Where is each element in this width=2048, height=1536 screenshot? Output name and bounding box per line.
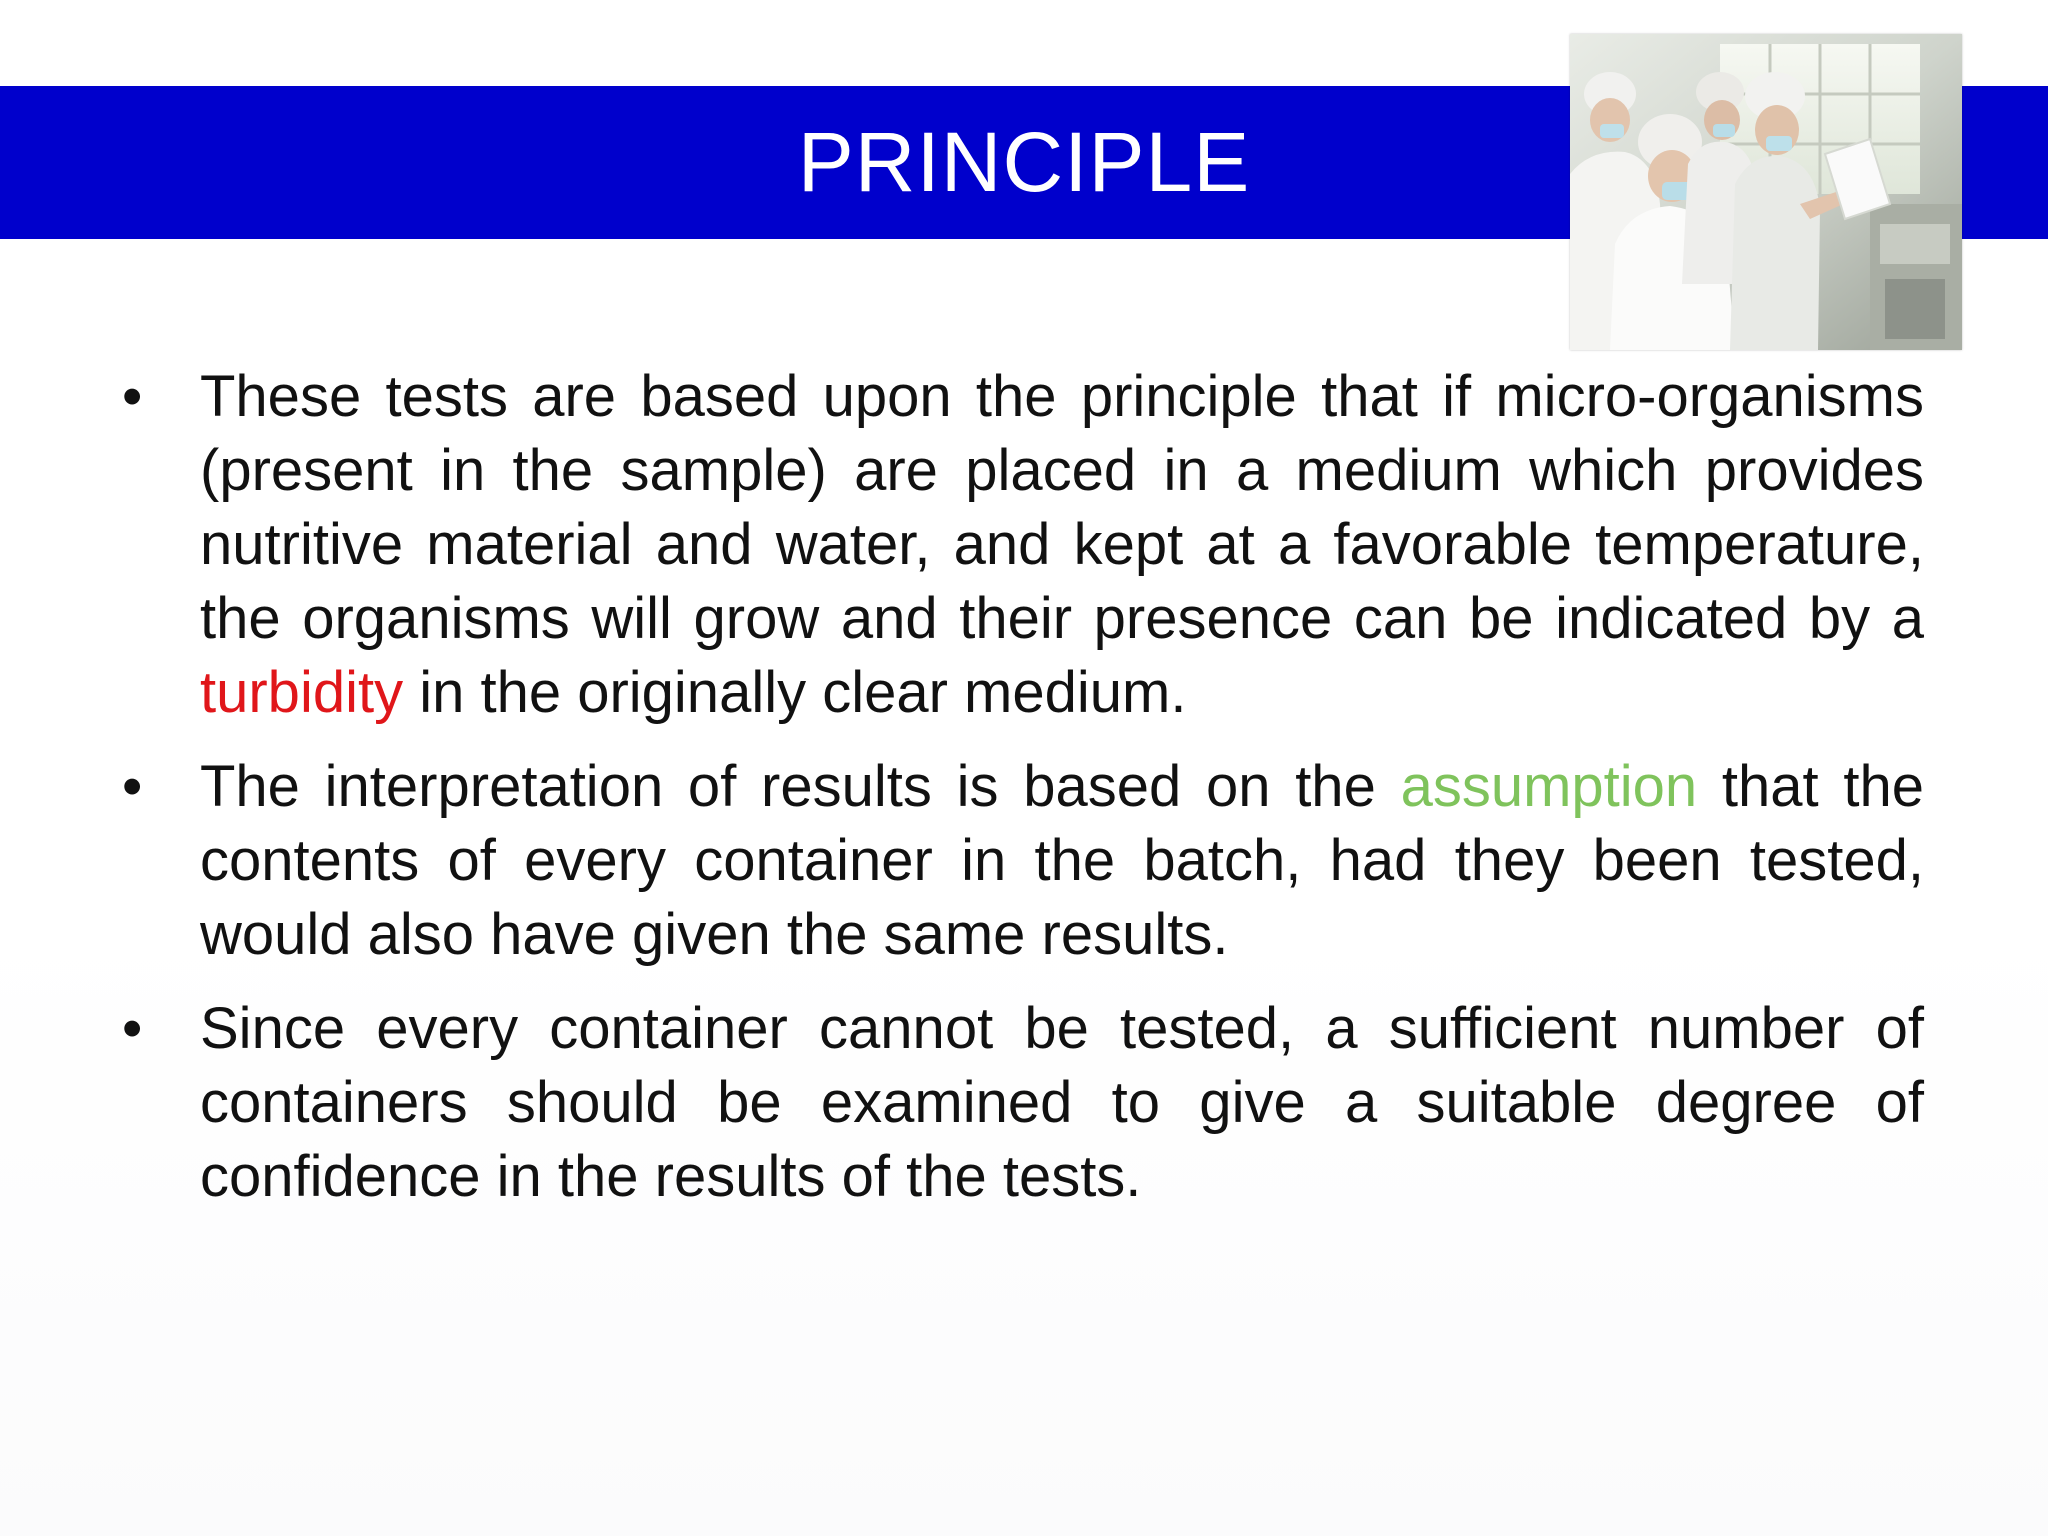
bullet-text: that the contents of every container in the batch, had they been tested, would also have given the same results. xyxy=(200,754,1924,967)
bullet-item xyxy=(120,750,1924,972)
bullet-item xyxy=(120,360,1924,730)
bullet-glyph: • xyxy=(122,754,143,819)
lab-workers-photo xyxy=(1570,34,1962,350)
bullet-text: The interpretation of results is based on the xyxy=(200,754,1401,819)
bullet-text: Since every container cannot be tested, a sufficient number of containers should be examined to give a suitable degree of confidence in the results of the tests. xyxy=(200,996,1924,1209)
bullet-glyph: • xyxy=(122,996,143,1061)
lab-workers-illustration xyxy=(1570,34,1962,350)
bullet-list xyxy=(120,360,1924,1234)
slide-title: PRINCIPLE xyxy=(797,115,1251,209)
bullet-text: in the originally clear medium. xyxy=(403,660,1187,725)
highlight-turbidity: turbidity xyxy=(200,660,404,725)
highlight-assumption: assumption xyxy=(1400,754,1698,819)
bullet-glyph: • xyxy=(122,364,143,429)
bullet-text: These tests are based upon the principle that if micro-organisms (present in the sample) are placed in a medium which provides nutritive material and water, and kept at a favorable temperature, the organisms will grow and their presence can be indicated by a xyxy=(200,364,1924,651)
bullet-item xyxy=(120,992,1924,1214)
